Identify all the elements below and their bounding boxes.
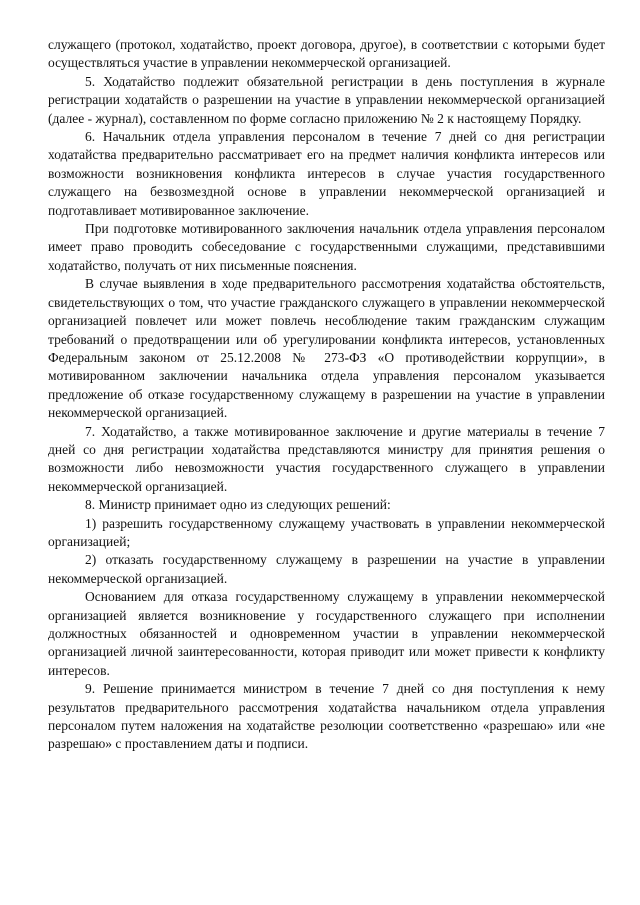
paragraph-item-5: 5. Ходатайство подлежит обязательной регистрации в день поступления в журнале регистрации ходатайств о разрешении на участие в управлении некоммерческой организацией (далее - журнал), составленном по форме согласно приложению № 2 к настоящему Порядку. [48,73,605,126]
paragraph-item-6: 6. Начальник отдела управления персоналом в течение 7 дней со дня регистрации ходатайства предварительно рассматривает его на предмет наличия конфликта интересов или возможности возникновения конфликта интересов в случае участия государственного служащего на безвозмездной основе в управлении некоммерческой организацией и подготавливает мотивированное заключение. [48,129,605,218]
paragraph-item-6-refusal-proposal: В случае выявления в ходе предварительного рассмотрения ходатайства обстоятельств, свидетельствующих о том, что участие гражданского служащего в управлении некоммерческой организацией повлечет или может повлечь несоблюдение таким гражданским служащим требований о предотвращении или об урегулировании конфликта интересов, установленных Федеральным законом от 25.12.2008 № 273-ФЗ «О противодействии коррупции», в мотивированном заключении начальника отдела управления персоналом указывается предложение об отказе государственному служащему в разрешении на участие в управлении некоммерческой организацией. [48,276,605,421]
paragraph-item-9: 9. Решение принимается министром в течение 7 дней со дня поступления к нему результатов предварительного рассмотрения ходатайства начальником отдела управления персоналом путем наложения на ходатайстве резолюции соответственно «разрешаю» или «не разрешаю» с проставлением даты и подписи. [48,681,605,752]
paragraph-continuation: служащего (протокол, ходатайство, проект договора, другое), в соответствии с которыми будет осуществляться участие в управлении некоммерческой организацией. [48,37,605,71]
paragraph-refusal-grounds: Основанием для отказа государственному служащему в управлении некоммерческой организацией является возникновение у государственного служащего при исполнении должностных обязанностей и одновременном участии в управлении некоммерческой организацией личной заинтересованности, которая приводит или может привести к конфликту интересов. [48,589,605,678]
paragraph-item-8-option-1: 1) разрешить государственному служащему участвовать в управлении некоммерческой организацией; [48,515,605,549]
document-page [48,36,605,754]
paragraph-item-6-interview: При подготовке мотивированного заключения начальник отдела управления персоналом имеет право проводить собеседование с государственными служащими, представившими ходатайство, получать от них письменные пояснения. [48,221,605,273]
paragraph-item-7: 7. Ходатайство, а также мотивированное заключение и другие материалы в течение 7 дней со дня регистрации ходатайства представляются министру для принятия решения о возможности либо невозможности участия государственного служащего в управлении некоммерческой организацией. [48,423,605,494]
paragraph-item-8: 8. Министр принимает одно из следующих решений: [85,497,391,513]
paragraph-item-8-option-2: 2) отказать государственному служащему в разрешении на участие в управлении некоммерческой организацией. [48,552,605,586]
